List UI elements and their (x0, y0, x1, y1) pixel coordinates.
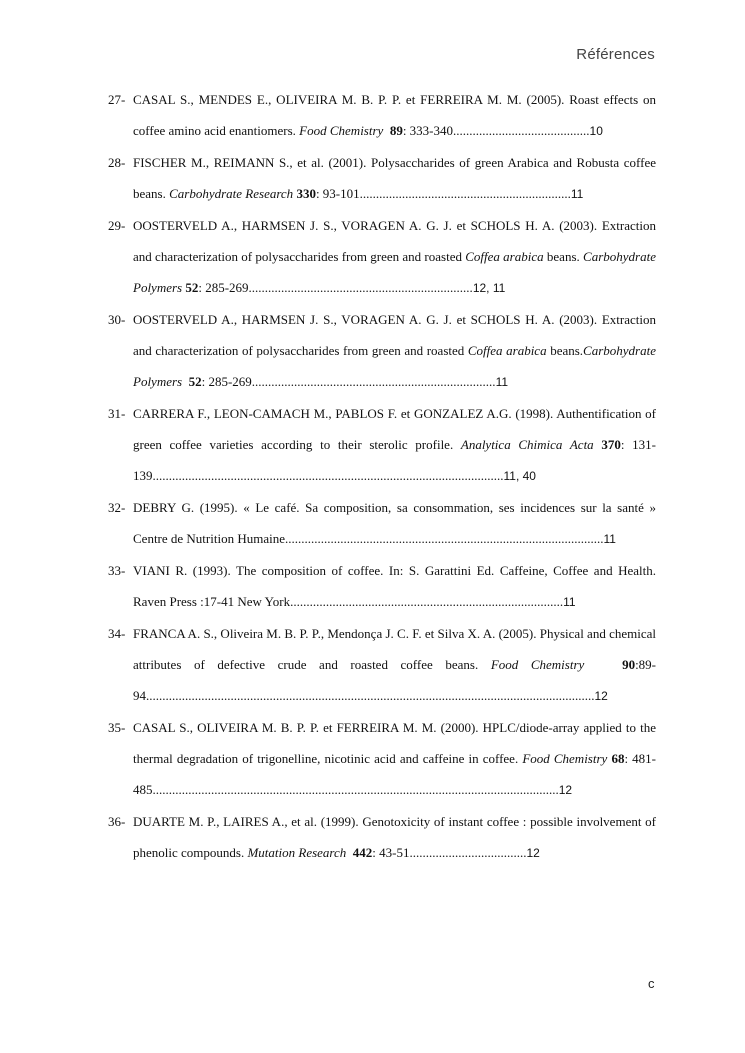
reference-text: CASAL S., MENDES E., OLIVEIRA M. B. P. P. et FERREIRA M. M. (2005). Roast effects on coffee amino acid enantiomers. Food Chemistry 89: 333-340..........................................10 (133, 92, 656, 138)
reference-number: 30- (108, 312, 126, 327)
cited-pages: 11 (495, 375, 509, 389)
reference-text: OOSTERVELD A., HARMSEN J. S., VORAGEN A. G. J. et SCHOLS H. A. (2003). Extraction and characterization of polysaccharides from green and roasted Coffea arabica beans.Carbohydrate Polymers 52: 285-269...........................................................................11 (133, 312, 656, 389)
reference-number: 28- (108, 155, 126, 170)
reference-item-27 (108, 84, 656, 147)
reference-number: 34- (108, 626, 126, 641)
journal-volume: 89 (389, 123, 403, 138)
reference-number: 31- (108, 406, 126, 421)
journal-name: Food Chemistry (490, 657, 585, 672)
journal-name: Mutation Research (247, 845, 347, 860)
cited-pages: 11, 40 (503, 469, 536, 483)
reference-text: VIANI R. (1993). The composition of coffee. In: S. Garattini Ed. Caffeine, Coffee and Health. Raven Press :17-41 New York....................................................................................11 (133, 563, 656, 609)
reference-text: OOSTERVELD A., HARMSEN J. S., VORAGEN A. G. J. et SCHOLS H. A. (2003). Extraction and characterization of polysaccharides from green and roasted Coffea arabica beans. Carbohydrate Polymers 52: 285-269.....................................................................12, 11 (133, 218, 656, 295)
reference-number: 36- (108, 814, 126, 829)
reference-item-32 (108, 492, 656, 555)
page-number: c (648, 976, 655, 991)
cited-pages: 11 (570, 187, 584, 201)
reference-list (108, 84, 656, 869)
reference-number: 35- (108, 720, 126, 735)
reference-item-28 (108, 147, 656, 210)
reference-item-29 (108, 210, 656, 304)
reference-number: 32- (108, 500, 126, 515)
reference-number: 33- (108, 563, 126, 578)
cited-pages: 12, 11 (472, 281, 506, 295)
cited-pages: 12 (526, 846, 540, 860)
reference-item-36 (108, 806, 656, 869)
journal-volume: 330 (296, 186, 316, 201)
reference-text: FRANCA A. S., Oliveira M. B. P. P., Mendonça J. C. F. et Silva X. A. (2005). Physical and chemical attributes of defective crude and roasted coffee beans. Food Chemistry 90:89-94..........................................................................................................................................12 (133, 626, 657, 703)
cited-pages: 10 (589, 124, 603, 138)
journal-volume: 68 (611, 751, 625, 766)
reference-text: DEBRY G. (1995). « Le café. Sa composition, sa consommation, ses incidences sur la santé » Centre de Nutrition Humaine..................................................................................................11 (133, 500, 656, 546)
journal-name: Carbohydrate Polymers (133, 343, 656, 389)
journal-name: Carbohydrate Research (169, 186, 294, 201)
journal-volume: 52 (188, 374, 202, 389)
cited-pages: 11 (603, 532, 616, 546)
cited-pages: 12 (558, 783, 573, 797)
reference-text: CASAL S., OLIVEIRA M. B. P. P. et FERREIRA M. M. (2000). HPLC/diode-array applied to the thermal degradation of trigonelline, nicotinic acid and caffeine in coffee. Food Chemistry 68: 481-485.............................................................................................................................12 (133, 720, 656, 797)
journal-volume: 370 (601, 437, 621, 452)
reference-number: 27- (108, 92, 126, 107)
journal-name: Food Chemistry (299, 123, 384, 138)
page-header-title: Références (576, 46, 655, 63)
journal-volume: 52 (185, 280, 199, 295)
journal-volume: 442 (352, 845, 373, 860)
reference-item-30 (108, 304, 656, 398)
cited-pages: 12 (594, 689, 608, 703)
species-name: Coffea arabica (467, 343, 547, 358)
journal-name: Carbohydrate Polymers (133, 249, 656, 295)
reference-text: CARRERA F., LEON-CAMACH M., PABLOS F. et GONZALEZ A.G. (1998). Authentification of green coffee varieties according to their sterolic profile. Analytica Chimica Acta 370: 131-139............................................................................................................11, 40 (133, 406, 656, 483)
reference-item-34 (108, 618, 656, 712)
journal-name: Analytica Chimica Acta (460, 437, 594, 452)
reference-text: DUARTE M. P., LAIRES A., et al. (1999). Genotoxicity of instant coffee : possible involvement of phenolic compounds. Mutation Research 442: 43-51....................................12 (133, 814, 656, 860)
cited-pages: 11 (563, 595, 576, 609)
reference-number: 29- (108, 218, 126, 233)
reference-item-35 (108, 712, 656, 806)
journal-name: Food Chemistry (522, 751, 608, 766)
reference-item-33 (108, 555, 656, 618)
journal-volume: 90 (622, 657, 636, 672)
reference-text: FISCHER M., REIMANN S., et al. (2001). Polysaccharides of green Arabica and Robusta coffee beans. Carbohydrate Research 330: 93-101.................................................................11 (133, 155, 656, 201)
species-name: Coffea arabica (465, 249, 544, 264)
reference-item-31 (108, 398, 656, 492)
